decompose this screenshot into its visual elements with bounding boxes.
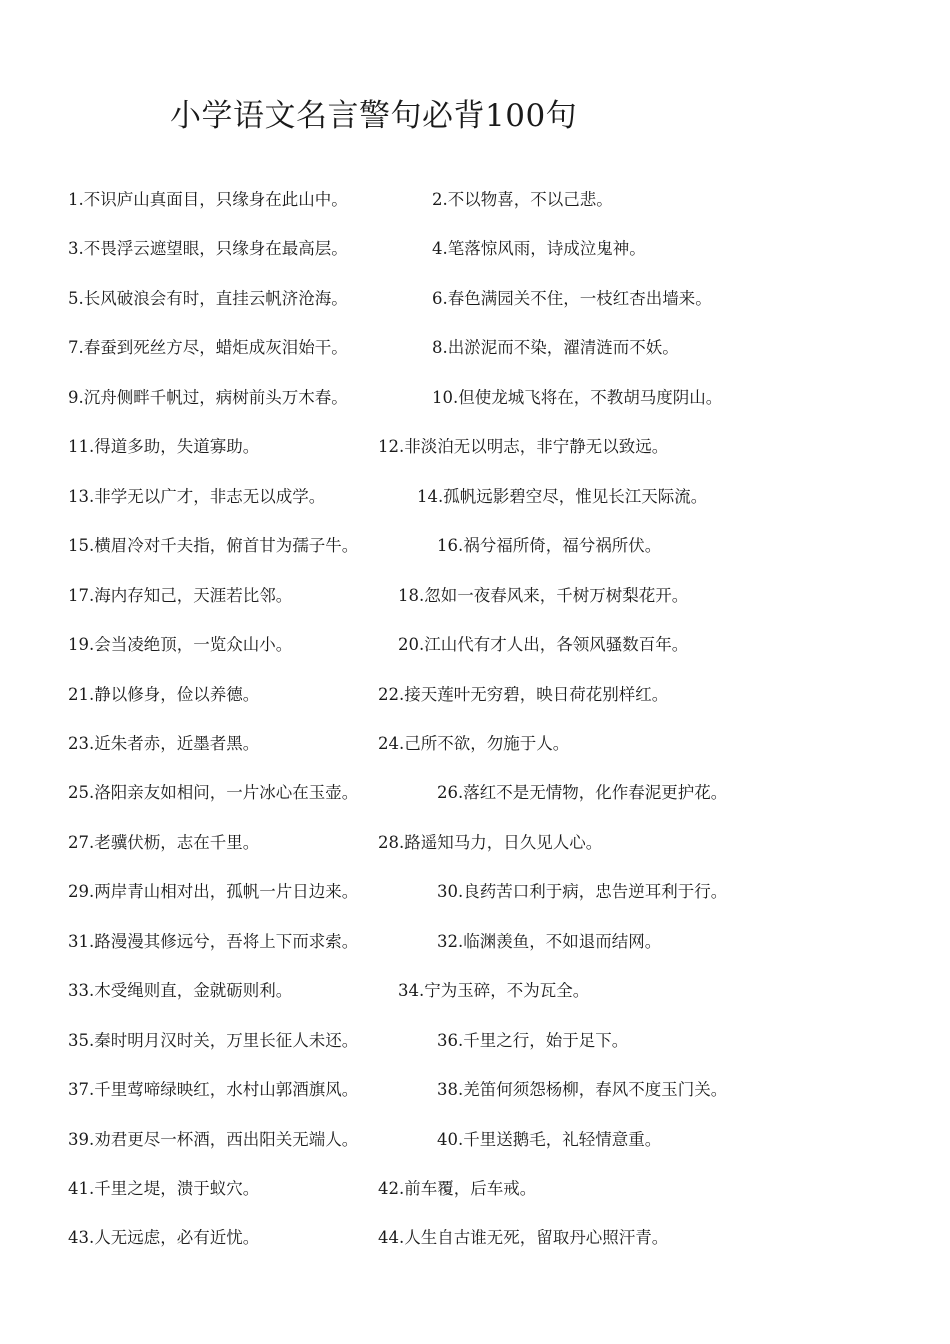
quote-item: 31.路漫漫其修远兮，吾将上下而求索。: [68, 931, 359, 951]
quote-row: [0, 531, 950, 561]
quote-item: 22.接天莲叶无穷碧，映日荷花别样红。: [378, 684, 669, 704]
quote-item: 25.洛阳亲友如相问，一片冰心在玉壶。: [68, 783, 359, 803]
quote-item: 13.非学无以广才，非志无以成学。: [68, 486, 326, 506]
quote-item: 29.两岸青山相对出，孤帆一片日边来。: [68, 882, 359, 902]
quote-item: 35.秦时明月汉时关，万里长征人未还。: [68, 1030, 359, 1050]
quote-item: 33.木受绳则直，金就砺则利。: [68, 981, 293, 1001]
quote-row: [0, 333, 950, 363]
quote-item: 38.羌笛何须怨杨柳，春风不度玉门关。: [437, 1080, 728, 1100]
quote-row: [0, 1223, 950, 1253]
quote-item: 15.横眉冷对千夫指，俯首甘为孺子牛。: [68, 536, 359, 556]
quote-item: 14.孤帆远影碧空尽，惟见长江天际流。: [417, 486, 708, 506]
quote-item: 4.笔落惊风雨，诗成泣鬼神。: [432, 239, 646, 259]
quote-item: 5.长风破浪会有时，直挂云帆济沧海。: [68, 288, 348, 308]
quote-item: 26.落红不是无情物，化作春泥更护花。: [437, 783, 728, 803]
quote-item: 20.江山代有才人出，各领风骚数百年。: [398, 635, 689, 655]
quote-item: 6.春色满园关不住，一枝红杏出墙来。: [432, 288, 712, 308]
quote-item: 7.春蚕到死丝方尽，蜡炬成灰泪始干。: [68, 338, 348, 358]
quote-item: 24.己所不欲，勿施于人。: [378, 733, 570, 753]
quote-item: 1.不识庐山真面目，只缘身在此山中。: [68, 190, 348, 209]
quote-row: [0, 284, 950, 314]
quote-row: [0, 482, 950, 512]
quote-row: [0, 778, 950, 808]
quote-item: 9.沉舟侧畔千帆过，病树前头万木春。: [68, 387, 348, 407]
quote-row: [0, 581, 950, 611]
quote-row: [0, 828, 950, 858]
quote-row: [0, 877, 950, 907]
quote-item: 12.非淡泊无以明志，非宁静无以致远。: [378, 437, 669, 457]
quote-item: 8.出淤泥而不染，濯清涟而不妖。: [432, 338, 679, 358]
quote-row: [0, 432, 950, 462]
quote-row: [0, 976, 950, 1006]
quote-item: 21.静以修身，俭以养德。: [68, 684, 260, 704]
quote-item: 16.祸兮福所倚，福兮祸所伏。: [437, 536, 662, 556]
quote-item: 39.劝君更尽一杯酒，西出阳关无端人。: [68, 1129, 359, 1149]
quote-item: 3.不畏浮云遮望眼，只缘身在最高层。: [68, 239, 348, 259]
quote-item: 11.得道多助，失道寡助。: [68, 437, 260, 457]
quote-row: [0, 1174, 950, 1204]
quote-item: 2.不以物喜，不以己悲。: [432, 190, 613, 209]
quote-item: 30.良药苦口利于病，忠告逆耳利于行。: [437, 882, 728, 902]
quote-item: 43.人无远虑，必有近忧。: [68, 1228, 260, 1248]
quote-row: [0, 383, 950, 413]
quote-item: 18.忽如一夜春风来，千树万树梨花开。: [398, 585, 689, 605]
quote-row: [0, 680, 950, 710]
quote-item: 28.路遥知马力，日久见人心。: [378, 832, 603, 852]
document-title: 小学语文名言警句必背100句: [170, 98, 578, 134]
quote-item: 23.近朱者赤，近墨者黑。: [68, 733, 260, 753]
quote-item: 37.千里莺啼绿映红，水村山郭酒旗风。: [68, 1080, 359, 1100]
quote-row: [0, 1026, 950, 1056]
quote-row: [0, 234, 950, 264]
quote-row: [0, 630, 950, 660]
quote-item: 41.千里之堤，溃于蚁穴。: [68, 1179, 260, 1198]
quote-item: 10.但使龙城飞将在，不教胡马度阴山。: [432, 387, 723, 407]
quote-row: [0, 1075, 950, 1105]
quote-item: 40.千里送鹅毛，礼轻情意重。: [437, 1129, 662, 1149]
quote-item: 19.会当凌绝顶，一览众山小。: [68, 635, 293, 655]
quote-row: [0, 1125, 950, 1155]
quote-item: 17.海内存知己，天涯若比邻。: [68, 585, 293, 605]
quote-row: [0, 729, 950, 759]
quote-item: 27.老骥伏枥，志在千里。: [68, 832, 260, 852]
quote-row: [0, 185, 950, 215]
quote-item: 42.前车覆，后车戒。: [378, 1179, 537, 1198]
quote-item: 36.千里之行，始于足下。: [437, 1030, 629, 1050]
quote-row: [0, 927, 950, 957]
quote-item: 34.宁为玉碎，不为瓦全。: [398, 981, 590, 1001]
quote-item: 44.人生自古谁无死，留取丹心照汗青。: [378, 1228, 669, 1248]
quote-item: 32.临渊羡鱼，不如退而结网。: [437, 931, 662, 951]
